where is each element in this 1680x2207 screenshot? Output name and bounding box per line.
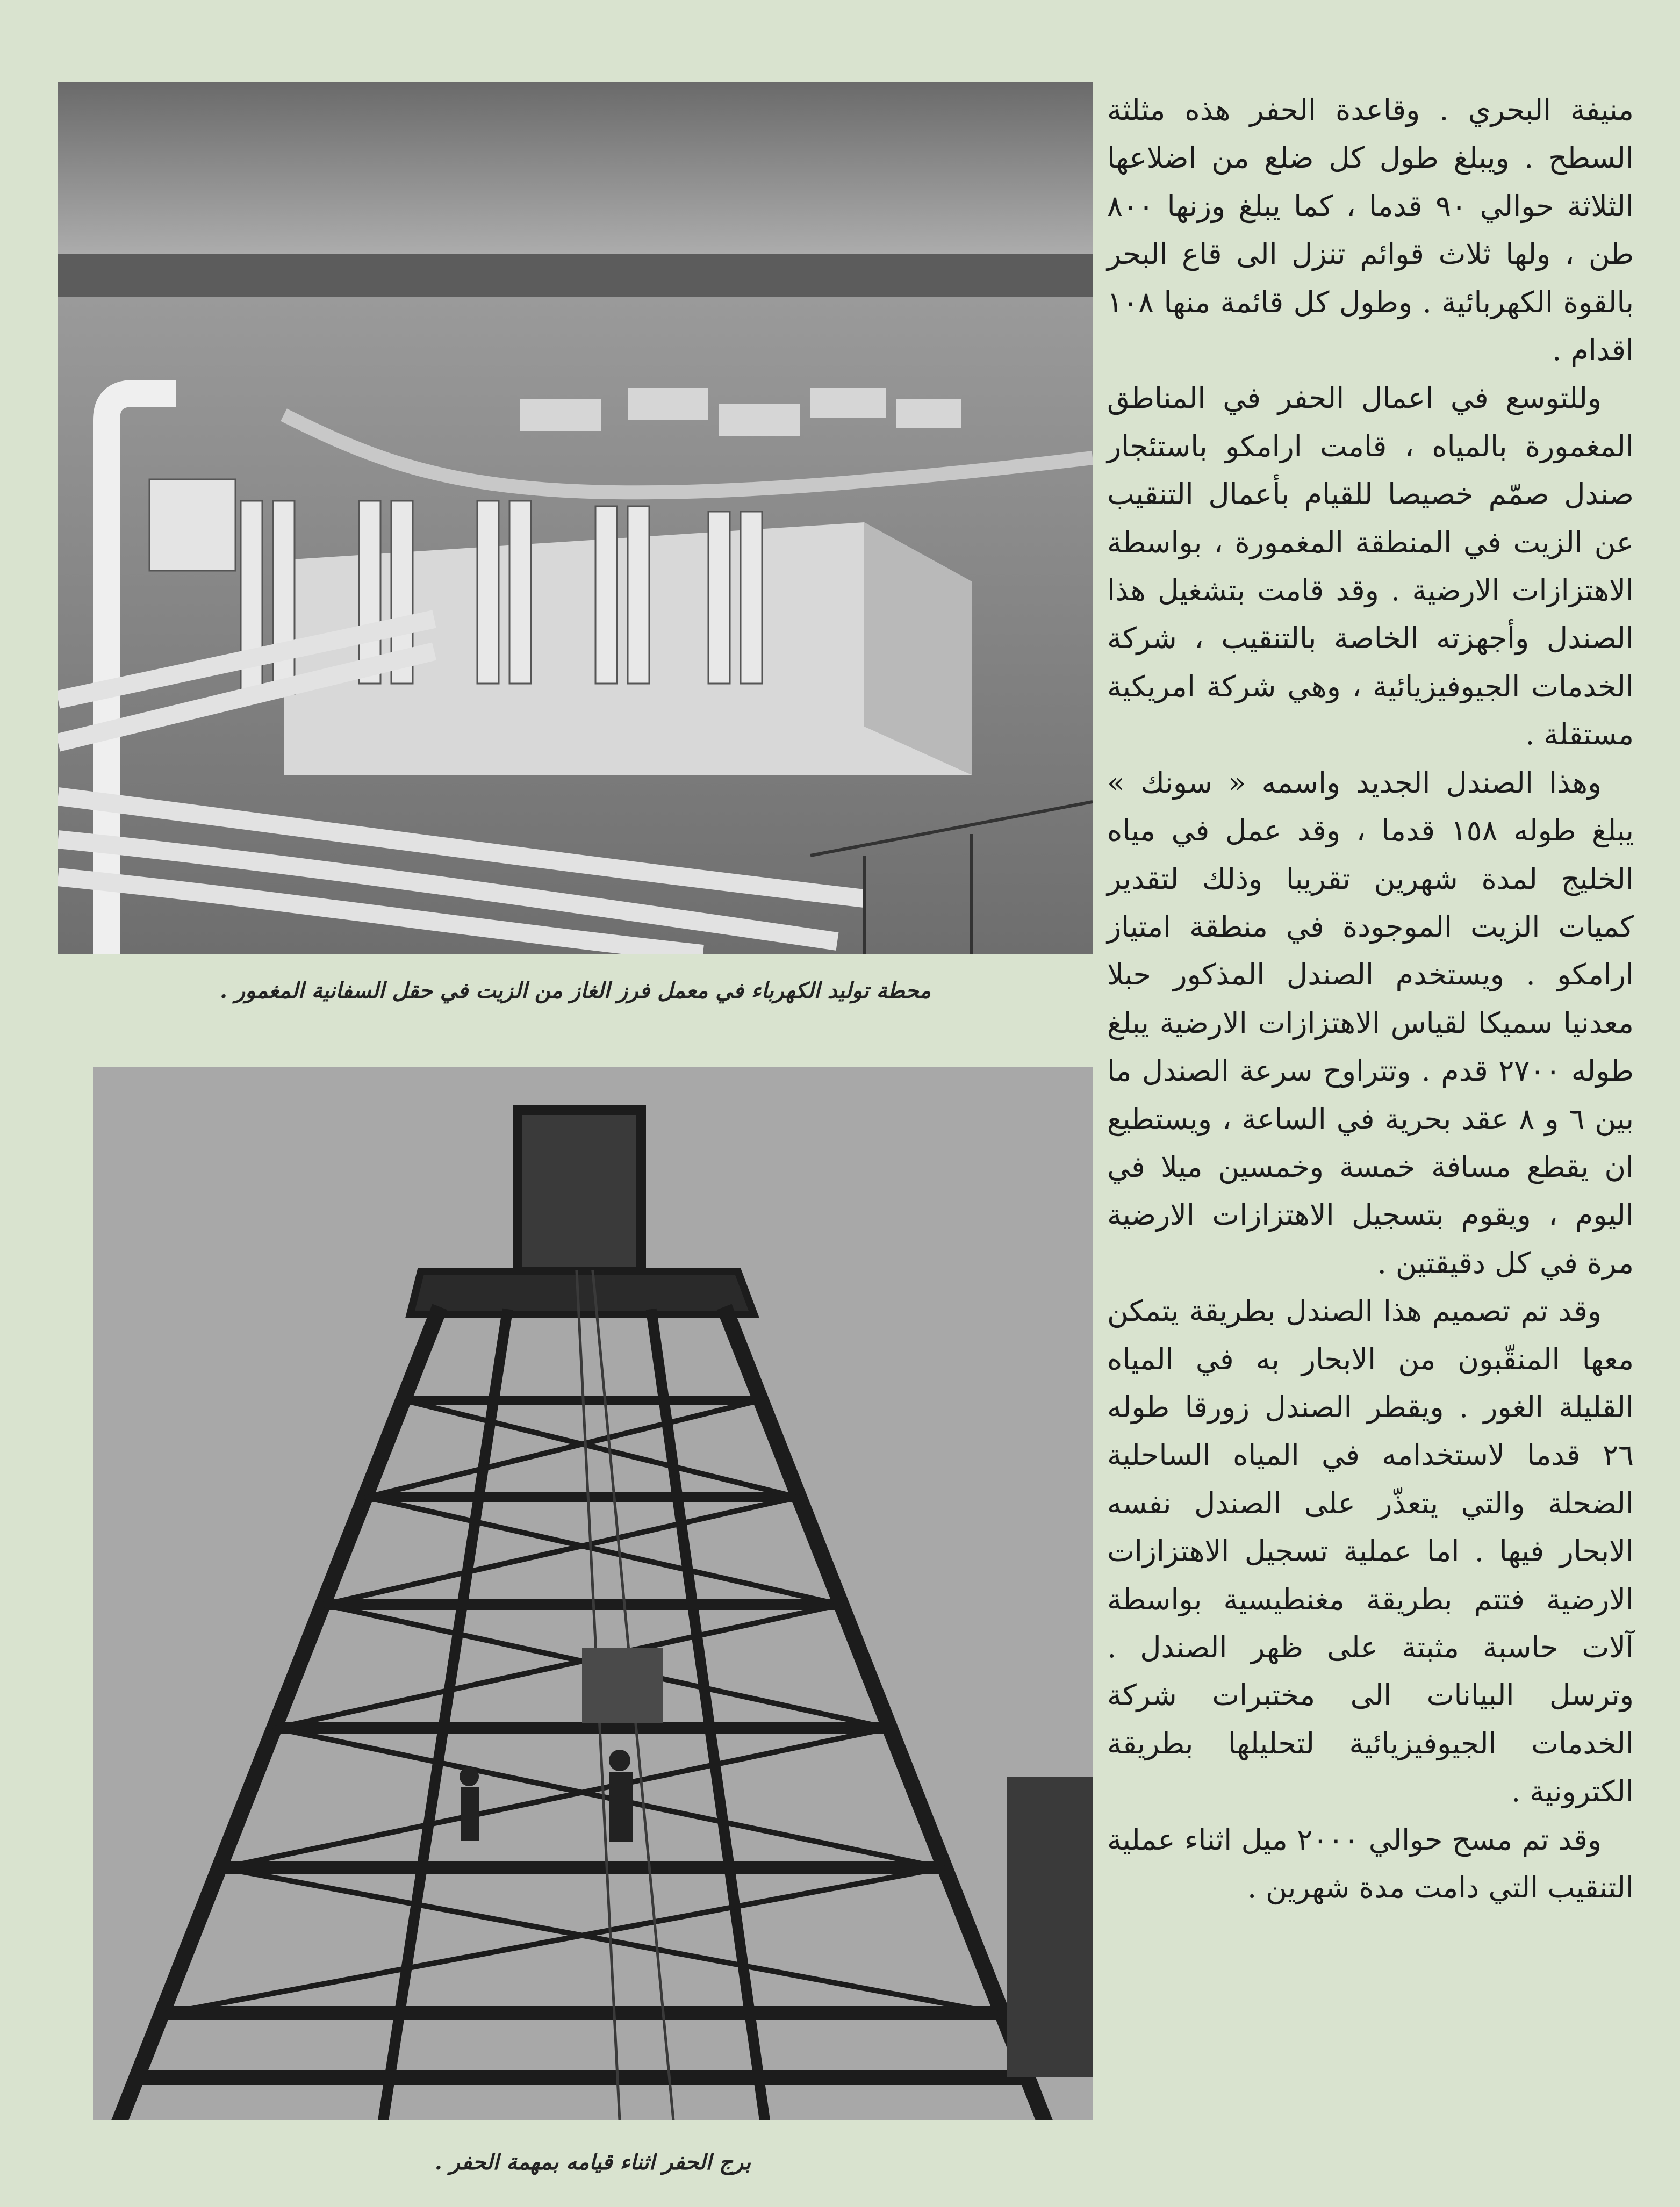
article-paragraph: وقد تم تصميم هذا الصندل بطريقة يتمكن معها المنقّبون من الابحار به في المياه القليلة الغور . ويقطر الصندل زورقا طوله ٢٦ قدما لاستخدامه في المياه الساحلية الضحلة والتي يتعذّر على الصندل نفسه الابحار فيها . اما عملية تسجيل الاهتزازات الارضية فتتم بطريقة مغنطيسية بواسطة آلات حاسبة مثبتة على ظهر الصندل . وترسل البيانات الى مختبرات شركة الخدمات الجيوفيزيائية لتحليلها بطريقة الكترونية . xyxy=(1107,1294,1634,1809)
article-paragraph: وهذا الصندل الجديد واسمه « سونك » يبلغ طوله ١٥٨ قدما ، وقد عمل في مياه الخليج لمدة شهرين تقريبا وذلك لتقدير كميات الزيت الموجودة في منطقة امتياز ارامكو . ويستخدم الصندل المذكور حبلا معدنيا سميكا لقياس الاهتزازات الارضية يبلغ طوله ٢٧٠٠ قدم . وتتراوح سرعة الصندل ما بين ٦ و ٨ عقد بحرية في الساعة ، ويستطيع ان يقطع مسافة خمسة وخمسين ميلا في اليوم ، ويقوم بتسجيل الاهتزازات الارضية مرة في كل دقيقتين . xyxy=(1107,765,1634,1280)
article-paragraph: منيفة البحري . وقاعدة الحفر هذه مثلثة السطح . ويبلغ طول كل ضلع من اضلاعها الثلاثة حوالي ٩٠ قدما ، كما يبلغ وزنها ٨٠٠ طن ، ولها ثلاث قوائم تنزل الى قاع البحر بالقوة الكهربائية . وطول كل قائمة منها ١٠٨ اقدام . xyxy=(1107,93,1634,368)
article-text-column xyxy=(1107,86,1634,1911)
photo-drilling-derrick xyxy=(93,1067,1093,2120)
figure-caption-bottom: برج الحفر اثناء قيامه بمهمة الحفر . xyxy=(434,2150,751,2175)
article-paragraph: وللتوسع في اعمال الحفر في المناطق المغمورة بالمياه ، قامت ارامكو باستئجار صندل صمّم خصيصا للقيام بأعمال التنقيب عن الزيت في المنطقة المغمورة ، بواسطة الاهتزازات الارضية . وقد قامت بتشغيل هذا الصندل وأجهزته الخاصة بالتنقيب ، شركة الخدمات الجيوفيزيائية ، وهي شركة امريكية مستقلة . xyxy=(1107,381,1634,752)
article-paragraph: وقد تم مسح حوالي ٢٠٠٠ ميل اثناء عملية التنقيب التي دامت مدة شهرين . xyxy=(1107,1822,1634,1905)
figure-caption-top: محطة توليد الكهرباء في معمل فرز الغاز من الزيت في حقل السفانية المغمور . xyxy=(219,978,931,1003)
photo-power-plant xyxy=(58,82,1093,954)
